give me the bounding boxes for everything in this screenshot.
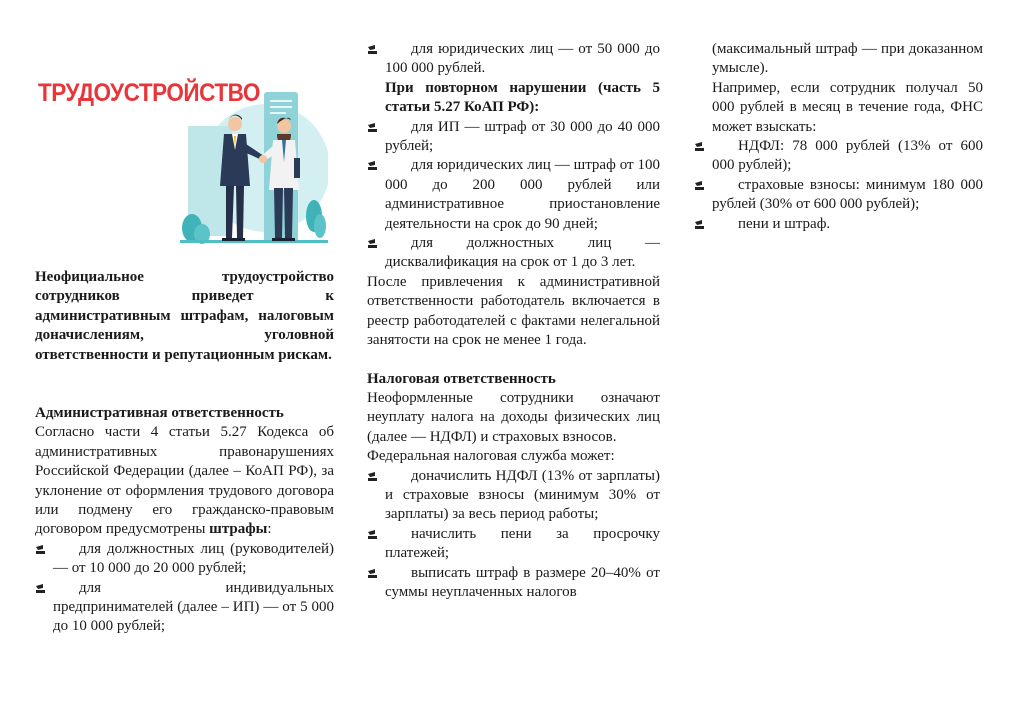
flag-bullet-icon <box>368 569 377 578</box>
cont-text: (максимальный штраф — при доказанном умысле). <box>712 41 983 77</box>
list-item <box>367 564 660 603</box>
flag-bullet-icon <box>695 220 704 229</box>
intro-text: Неофициальное трудоустройство сотрудников приведет к административным штрафам, налоговым доначислениям, уголовной ответственности и репутационным рискам. <box>35 269 334 363</box>
list-item <box>367 467 660 525</box>
list-item <box>367 118 660 157</box>
admin-text <box>35 423 334 539</box>
flag-bullet-icon <box>368 161 377 170</box>
list-item-text: для ИП — штраф от 30 000 до 40 000 рублей; <box>385 118 660 155</box>
flag-bullet-icon <box>695 142 704 151</box>
list-item-text: страховые взносы: минимум 180 000 рублей (30% от 600 000 рублей); <box>712 176 983 213</box>
flag-bullet-icon <box>368 239 377 248</box>
fns-text: Федеральная налоговая служба может: <box>367 448 615 465</box>
repeat-heading: При повторном нарушении (часть 5 статьи 5.27 КоАП РФ): <box>385 79 660 116</box>
tax-heading: Налоговая ответственность <box>367 370 556 387</box>
flag-bullet-icon <box>36 545 45 554</box>
list-item <box>367 525 660 564</box>
page-title: ТРУДОУСТРОЙСТВО <box>38 79 260 107</box>
flag-bullet-icon <box>368 472 377 481</box>
list-item <box>694 176 983 215</box>
list-item-text: для должностных лиц (руководителей) — от 10 000 до 20 000 рублей; <box>53 540 334 577</box>
list-item-text: пени и штраф. <box>738 215 831 232</box>
flag-bullet-icon <box>695 181 704 190</box>
list-item-text: НДФЛ: 78 000 рублей (13% от 600 000 рублей); <box>712 138 983 174</box>
admin-text-bold: штрафы <box>209 521 268 538</box>
handshake-illustration <box>180 88 328 246</box>
list-item <box>35 540 334 579</box>
column-3 <box>694 40 983 234</box>
flag-bullet-icon <box>36 584 45 593</box>
column-2 <box>367 40 660 602</box>
admin-heading: Административная ответственность <box>35 405 284 421</box>
flag-bullet-icon <box>368 45 377 54</box>
after-text: После привлечения к административной ответственности работодатель включается в реестр работодателей с фактами нелегальной занятости на срок не менее 1 года. <box>367 273 660 349</box>
list-item-text: начислить пени за просрочку платежей; <box>385 525 660 562</box>
list-item <box>694 215 983 234</box>
tax-text: Неоформленные сотрудники означают неуплату налога на доходы физических лиц (далее — НДФЛ) и страховых взносов. <box>367 389 660 445</box>
admin-text-body: Согласно части 4 статьи 5.27 Кодекса об административных правонарушениях Российской Федерации (далее – КоАП РФ), за уклонение от оформления трудового договора или подмену его гражданско-правовым договором предусмотрены <box>35 424 334 538</box>
example-text: Например, если сотрудник получал 50 000 рублей в месяц в течение года, ФНС может взыскать: <box>712 79 983 135</box>
list-item <box>367 156 660 234</box>
list-item-text: для должностных лиц — дисквалификация на срок от 1 до 3 лет. <box>385 235 660 271</box>
list-item-text: для юридических лиц — штраф от 100 000 до 200 000 рублей или административное приостановление деятельности на срок до 90 дней; <box>385 157 660 232</box>
admin-text-end: : <box>267 521 272 538</box>
list-item <box>694 137 983 176</box>
list-item-text: для юридических лиц — от 50 000 до 100 000 рублей. <box>385 41 660 77</box>
list-item <box>367 234 660 273</box>
list-item-text: доначислить НДФЛ (13% от зарплаты) и страховые взносы (минимум 30% от зарплаты) за весь период работы; <box>385 467 660 523</box>
list-item <box>367 40 660 79</box>
list-item-text: выписать штраф в размере 20–40% от суммы неуплаченных налогов <box>385 564 660 600</box>
flag-bullet-icon <box>368 123 377 132</box>
list-item <box>35 579 334 637</box>
flag-bullet-icon <box>368 530 377 539</box>
list-item-text: для индивидуальных предпринимателей (далее – ИП) — от 5 000 до 10 000 рублей; <box>53 579 334 635</box>
